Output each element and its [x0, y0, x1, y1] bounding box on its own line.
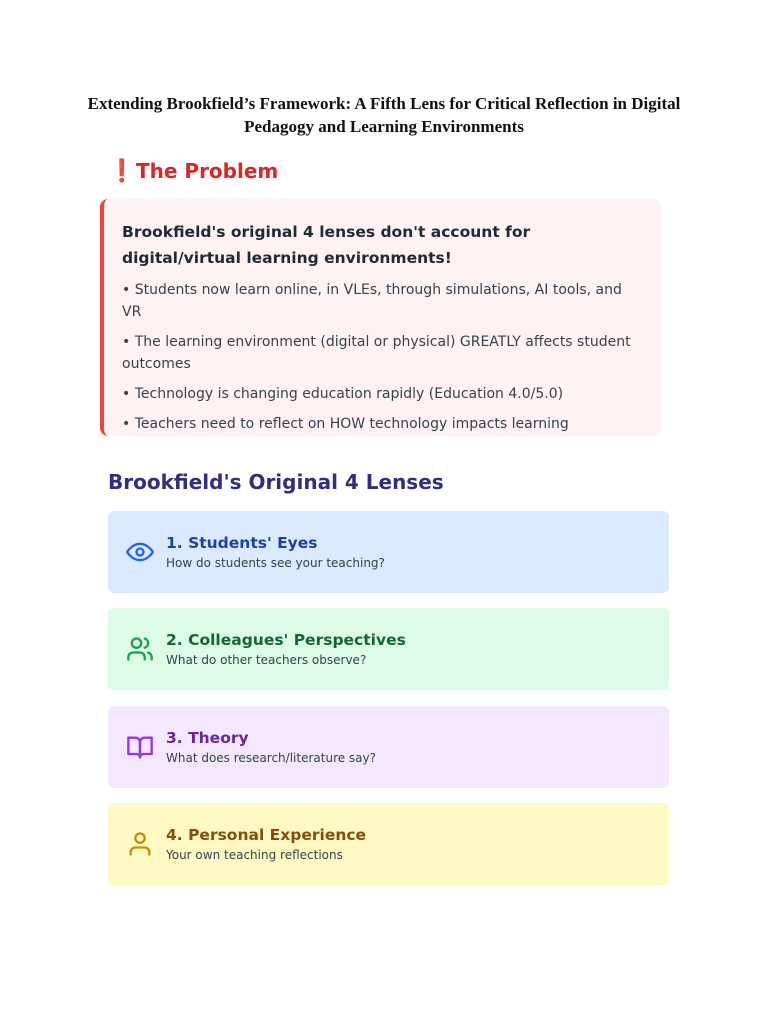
lens-card-personal-experience	[108, 803, 669, 885]
problem-bullet: • Technology is changing education rapidly (Education 4.0/5.0)	[122, 386, 564, 402]
problem-bullet: • Students now learn online, in VLEs, through simulations, AI tools, and VR	[122, 282, 622, 320]
lens-subtitle: What do other teachers observe?	[166, 653, 367, 667]
exclamation-icon: ❗	[108, 158, 136, 184]
book-icon	[126, 733, 154, 761]
lens-subtitle: How do students see your teaching?	[166, 556, 385, 570]
problem-callout	[100, 199, 661, 436]
lens-card-theory	[108, 706, 669, 788]
users-icon	[126, 635, 154, 663]
lens-title: 2. Colleagues' Perspectives	[166, 631, 406, 649]
lens-subtitle: Your own teaching reflections	[166, 848, 343, 862]
lenses-heading: Brookfield's Original 4 Lenses	[108, 470, 444, 494]
lens-title: 4. Personal Experience	[166, 826, 367, 844]
lens-subtitle: What does research/literature say?	[166, 751, 377, 765]
problem-heading	[108, 157, 278, 185]
user-icon	[126, 830, 154, 858]
document-title: Extending Brookfield’s Framework: A Fifth Lens for Critical Reflection in Digital Pedagogy and Learning Environments	[87, 94, 681, 136]
lens-card-students-eyes	[108, 511, 669, 593]
problem-bullet: • Teachers need to reflect on HOW technology impacts learning	[122, 416, 569, 432]
lens-card-colleagues	[108, 608, 669, 690]
lens-title: 1. Students' Eyes	[166, 534, 318, 552]
lens-title: 3. Theory	[166, 729, 249, 747]
problem-lead: Brookfield's original 4 lenses don't account for digital/virtual learning environments!	[122, 223, 531, 267]
eye-icon	[126, 538, 154, 566]
problem-heading-text: The Problem	[136, 159, 279, 183]
problem-bullet: • The learning environment (digital or physical) GREATLY affects student outcomes	[122, 334, 631, 372]
